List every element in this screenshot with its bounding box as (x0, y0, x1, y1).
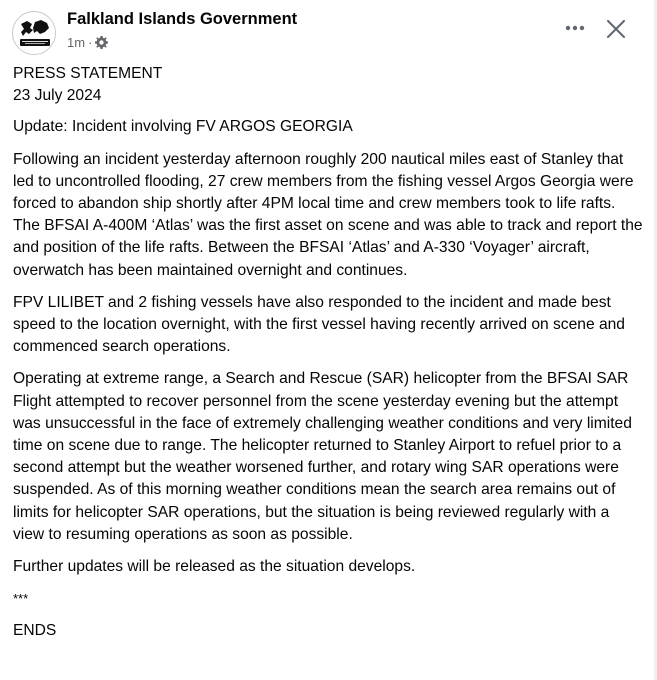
more-horizontal-icon (565, 25, 585, 31)
update-title: Update: Incident involving FV ARGOS GEORGIA (13, 118, 353, 136)
page-name[interactable]: Falkland Islands Government (67, 10, 298, 28)
separator: · (88, 35, 93, 50)
paragraph-sar: Operating at extreme range, a Search and Rescue (SAR) helicopter from the BFSAI SAR Flight attempted to recover personnel from the scene yesterday evening but the attempt was unsuccessful in the face of extremely challenging weather conditions and very limited time on scene due to range. The helicopter returned to Stanley Airport to refuel prior to a second attempt but the weather worsened further, and rotary wing SAR operations were suspended. As of this morning weather conditions mean the search area remains out of limits for helicopter SAR operations, but the situation is being reviewed regularly with a view to resuming operations as soon as possible. (13, 370, 632, 543)
paragraph-further-updates: Further updates will be released as the situation develops. (13, 558, 416, 576)
ends-label: ENDS (13, 622, 57, 640)
post-body (13, 63, 643, 653)
more-options-button[interactable] (562, 18, 588, 38)
heading-block (13, 63, 643, 107)
close-icon (607, 20, 625, 38)
statement-date: 23 July 2024 (13, 87, 102, 105)
paragraph-incident: Following an incident yesterday afternoon roughly 200 nautical miles east of Stanley that led to uncontrolled flooding, 27 crew members from the fishing vessel Argos Georgia were forced to abandon ship shortly after 4PM local time and crew members took to life rafts. The BFSAI A-400M ‘Atlas’ was the first asset on scene and was able to track and report the and position of the life rafts. Between the BFSAI ‘Atlas’ and A-330 ‘Voyager’ aircraft, overwatch has been maintained overnight and continues. (13, 150, 643, 279)
gear-icon[interactable] (95, 36, 108, 49)
paragraph-vessels: FPV LILIBET and 2 fishing vessels have also responded to the incident and made best speed to the location overnight, with the first vessel having recently arrived on scene and commenced search operations. (13, 293, 625, 356)
press-statement-label: PRESS STATEMENT (13, 65, 163, 82)
post-header (0, 0, 657, 60)
close-button[interactable] (603, 16, 629, 42)
falkland-islands-government-logo-icon (13, 12, 56, 55)
avatar[interactable] (12, 11, 56, 55)
post-meta (67, 35, 108, 50)
timestamp[interactable]: 1m (67, 35, 86, 50)
stars-separator: *** (13, 591, 29, 607)
